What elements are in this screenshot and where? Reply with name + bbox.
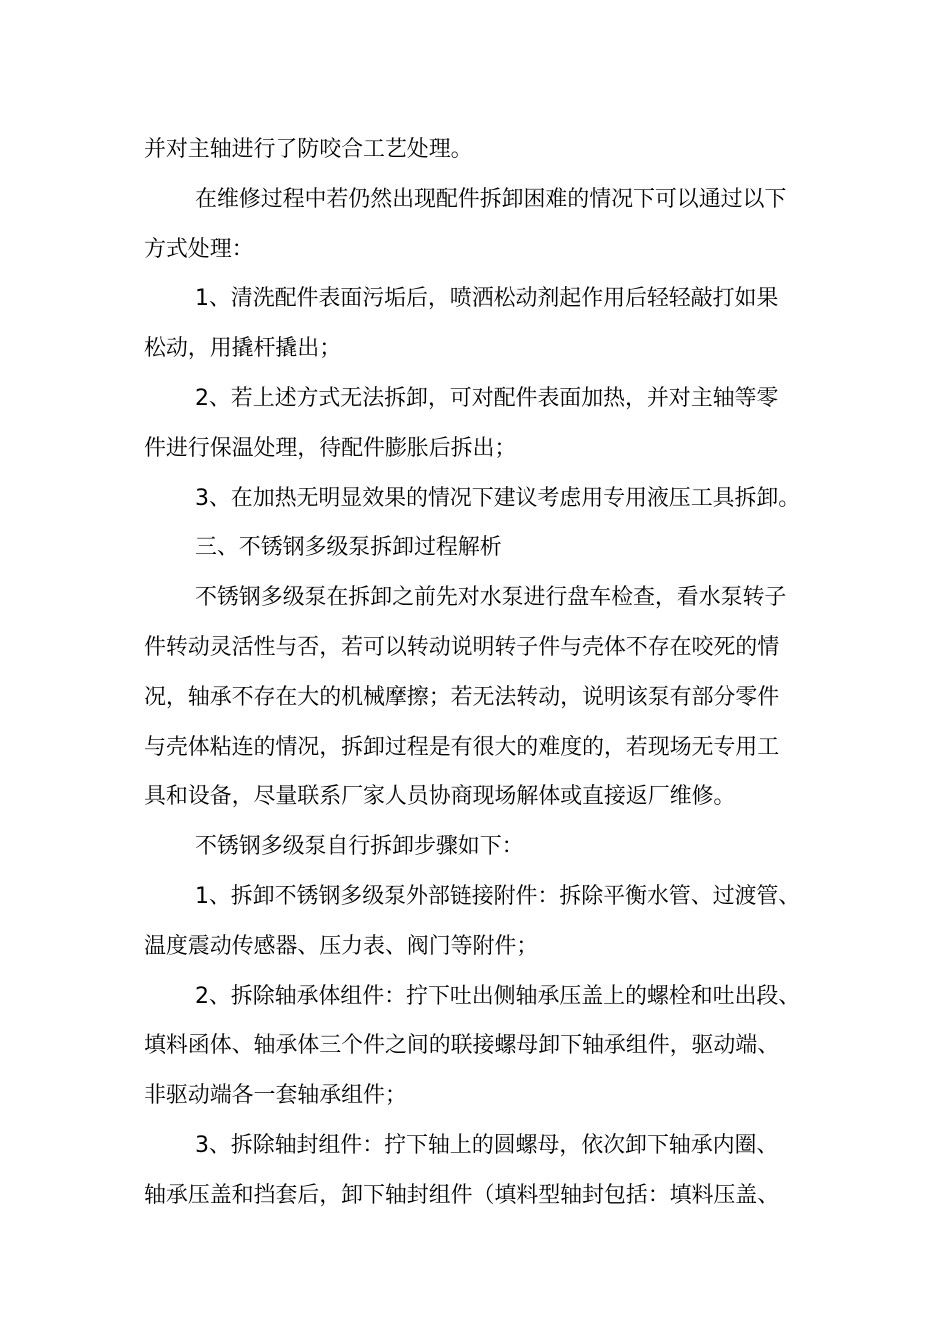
text-line: 3、在加热无明显效果的情况下建议考虑用专用液压工具拆卸。 xyxy=(195,485,801,511)
text-line: 与壳体粘连的情况，拆卸过程是有很大的难度的，若现场无专用工 xyxy=(144,734,780,760)
text-line: 件转动灵活性与否，若可以转动说明转子件与壳体不存在咬死的情 xyxy=(144,634,780,660)
text-line: 况，轴承不存在大的机械摩擦；若无法转动，说明该泵有部分零件 xyxy=(144,684,780,710)
text-line: 在维修过程中若仍然出现配件拆卸困难的情况下可以通过以下 xyxy=(195,186,787,212)
text-line: 3、拆除轴封组件：拧下轴上的圆螺母，依次卸下轴承内圈、 xyxy=(195,1132,779,1158)
text-line: 件进行保温处理，待配件膨胀后拆出； xyxy=(144,435,517,461)
text-line: 不锈钢多级泵在拆卸之前先对水泵进行盘车检查，看水泵转子 xyxy=(195,585,787,611)
text-line: 非驱动端各一套轴承组件； xyxy=(144,1083,407,1109)
body-text xyxy=(144,125,824,1221)
text-line: 松动，用撬杆撬出； xyxy=(144,336,342,362)
text-line: 三、不锈钢多级泵拆卸过程解析 xyxy=(195,535,502,561)
text-line: 方式处理： xyxy=(144,236,254,262)
text-line: 温度震动传感器、压力表、阀门等附件； xyxy=(144,933,539,959)
text-line: 1、清洗配件表面污垢后，喷洒松动剂起作用后轻轻敲打如果 xyxy=(195,286,779,312)
text-line: 2、拆除轴承体组件：拧下吐出侧轴承压盖上的螺栓和吐出段、 xyxy=(195,983,801,1009)
text-line: 填料函体、轴承体三个件之间的联接螺母卸下轴承组件，驱动端、 xyxy=(144,1033,780,1059)
text-line: 具和设备，尽量联系厂家人员协商现场解体或直接返厂维修。 xyxy=(144,784,736,810)
text-line: 2、若上述方式无法拆卸，可对配件表面加热，并对主轴等零 xyxy=(195,385,779,411)
text-line: 1、拆卸不锈钢多级泵外部链接附件：拆除平衡水管、过渡管、 xyxy=(195,883,801,909)
text-line: 轴承压盖和挡套后，卸下轴封组件（填料型轴封包括：填料压盖、 xyxy=(144,1182,780,1208)
text-line: 并对主轴进行了防咬合工艺处理。 xyxy=(144,137,473,162)
text-line: 不锈钢多级泵自行拆卸步骤如下： xyxy=(195,834,524,860)
